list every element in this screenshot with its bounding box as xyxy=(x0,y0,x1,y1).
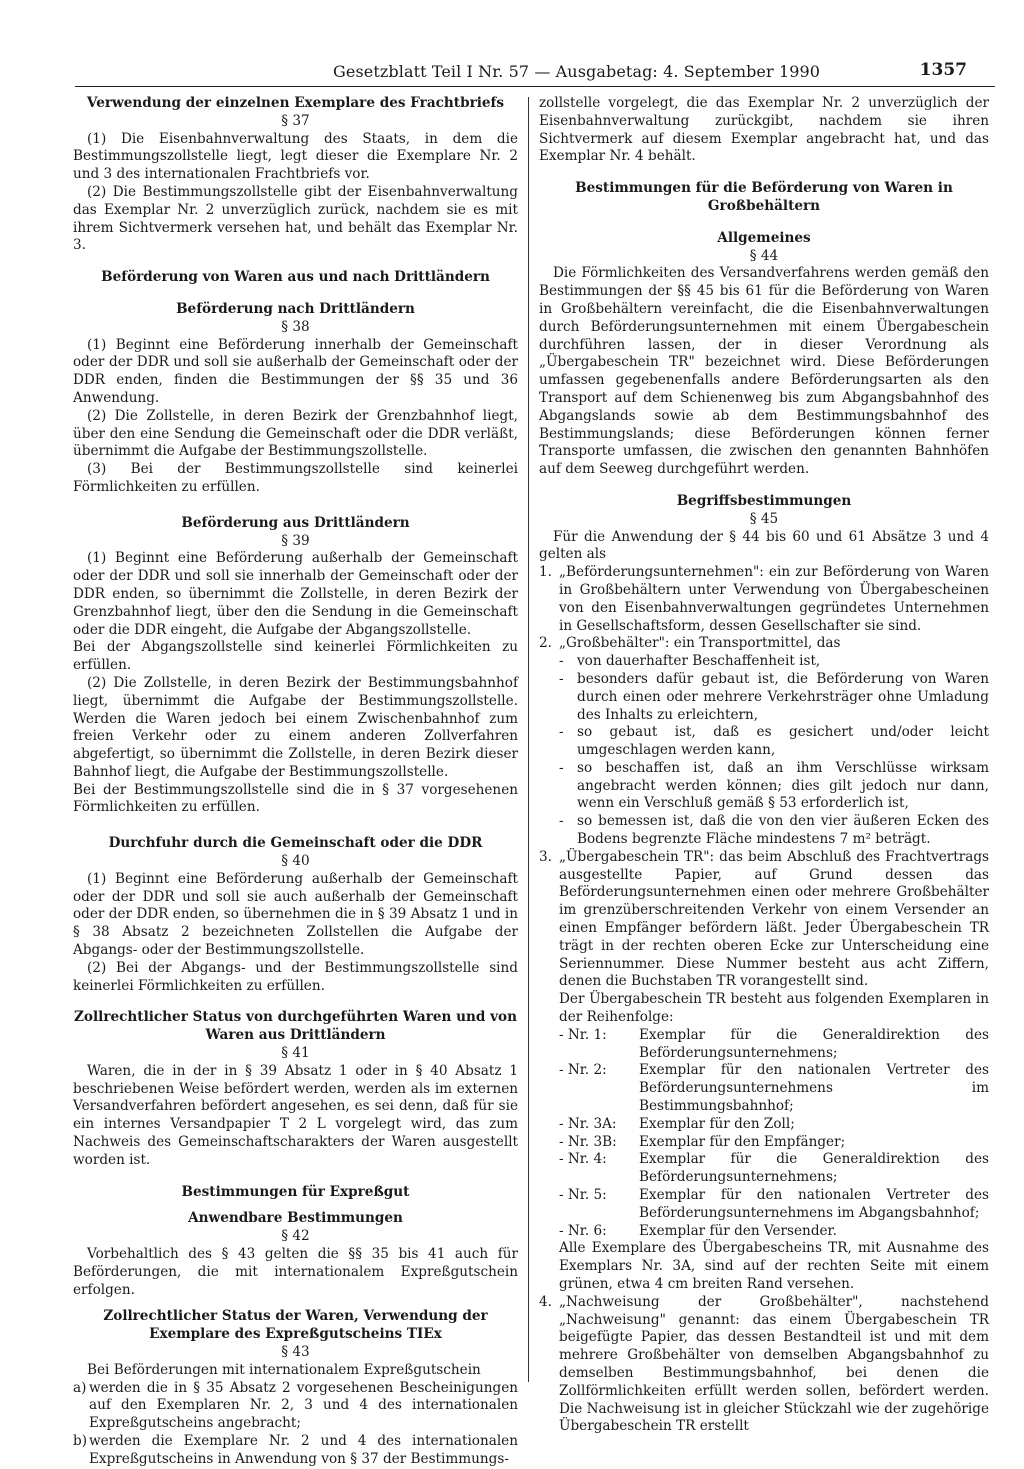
header-title: Gesetzblatt Teil I Nr. 57 — Ausgabetag: 4. September 1990 xyxy=(333,62,821,81)
para-38-1: (1) Beginnt eine Beförderung innerhalb der Gemeinschaft oder der DDR und soll sie außerhalb der Gemeinschaft oder der DDR enden, finden die Bestimmungen der §§ 35 und 36 Anwendung. xyxy=(73,336,518,406)
list-item xyxy=(539,635,989,653)
para-45: Für die Anwendung der § 44 bis 60 und 61 Absätze 3 und 4 gelten als xyxy=(539,528,989,563)
list-text: „Großbehälter": ein Transportmittel, das xyxy=(559,635,841,652)
list-text: so gebaut ist, daß es gesichert und/oder leicht umgeschlagen werden kann, xyxy=(577,724,989,759)
para-43-continued: zollstelle vorgelegt, die das Exemplar Nr. 2 unverzüglich der Eisenbahnverwaltung zurückgibt, nachdem sie ihren Sichtvermerk auf diesem Exemplar angebracht hat, und das Exemplar Nr. 4 behält. xyxy=(539,95,989,165)
list-text: Exemplar für den Zoll; xyxy=(639,1115,795,1132)
para-40-1: (1) Beginnt eine Beförderung außerhalb der Gemeinschaft oder der DDR und soll sie auch außerhalb der Gemeinschaft oder der DDR enden, so übernehmen die in § 39 Absatz 1 und in § 38 Absatz 2 bezeichneten Zollstellen die Aufgabe der Abgangs- oder der Bestimmungszollstelle. xyxy=(73,870,518,959)
list-text: besonders dafür gebaut ist, die Beförderung von Waren durch einen oder mehrere Verkehrsträger ohne Umladung des Inhalts zu erleichtern, xyxy=(577,670,989,723)
list-item xyxy=(539,1116,989,1134)
heading-expressgut: Bestimmungen für Expreßgut xyxy=(181,1183,410,1200)
para-42: Vorbehaltlich des § 43 gelten die §§ 35 bis 41 auch für Beförderungen, die mit internationalem Expreßgutschein erfolgen. xyxy=(73,1246,518,1298)
para-40-2: (2) Bei der Abgangs- und der Bestimmungszollstelle sind keinerlei Förmlichkeiten zu erfüllen. xyxy=(73,959,518,994)
list-item xyxy=(539,1223,989,1241)
para-38-2: (2) Die Zollstelle, in deren Bezirk der Grenzbahnhof liegt, über den eine Sendung die Gemeinschaft oder die DDR verläßt, übernimmt die Aufgabe der Bestimmungszollstelle. xyxy=(73,407,518,460)
list-item xyxy=(539,1187,989,1223)
list-item xyxy=(539,1151,989,1187)
para-37-1: (1) Die Eisenbahnverwaltung des Staats, in dem die Bestimmungszollstelle liegt, legt dieser die Exemplare Nr. 2 und 3 des internationalen Frachtbriefs vor. xyxy=(73,130,518,183)
list-text: so bemessen ist, daß die von den vier äußeren Ecken des Bodens begrenzte Fläche mindestens 7 m² beträgt. xyxy=(577,813,989,848)
para-41: Waren, die in der in § 39 Absatz 1 oder in § 40 Absatz 1 beschriebenen Weise befördert werden, werden als im externen Versandverfahren befördert angesehen, es sei denn, daß für sie ein internes Versandpapier T 2 L vorgelegt wird, das zum Nachweis des Gemeinschaftscharakters der Waren ausgestellt worden ist. xyxy=(73,1062,518,1168)
page-header xyxy=(75,60,995,90)
list-item xyxy=(539,760,989,813)
exemplar-label: - Nr. 2: xyxy=(559,1062,607,1079)
section-43: § 43 xyxy=(281,1344,310,1360)
list-text: werden die in § 35 Absatz 2 vorgesehenen Bescheinigungen auf den Exemplaren Nr. 2, 3 und 4 des internationalen Expreßgutscheins angebracht; xyxy=(89,1379,518,1432)
list-text: werden die Exemplare Nr. 2 und 4 des internationalen Expreßgutscheins in Anwendung von § 37 der Bestimmungs- xyxy=(89,1432,518,1467)
exemplar-label: - Nr. 3B: xyxy=(559,1133,617,1150)
section-42: § 42 xyxy=(281,1228,310,1245)
dash-label: - xyxy=(559,759,564,776)
para-37-2: (2) Die Bestimmungszollstelle gibt der Eisenbahnverwaltung das Exemplar Nr. 2 unverzüglich zurück, nachdem sie es mit ihrem Sichtvermerk versehen hat, und behält das Exemplar Nr. 3. xyxy=(73,183,518,254)
exemplar-label: - Nr. 4: xyxy=(559,1151,607,1168)
list-text-continued: Alle Exemplare des Übergabescheins TR, mit Ausnahme des Exemplars Nr. 3A, sind auf der rechten Seite mit einem grünen, etwa 4 cm breiten Rand versehen. xyxy=(559,1240,989,1292)
list-text: so beschaffen ist, daß an ihm Verschlüsse wirksam angebracht werden können; dies gilt jedoch nur dann, wenn ein Verschluß gemäß § 53 erforderlich ist, xyxy=(577,759,989,812)
list-text: von dauerhafter Beschaffenheit ist, xyxy=(577,653,821,670)
exemplar-label: - Nr. 6: xyxy=(559,1222,607,1239)
list-item xyxy=(539,653,989,671)
heading-44: Allgemeines xyxy=(717,229,811,246)
list-label: a) xyxy=(73,1379,87,1396)
heading-39: Beförderung aus Drittländern xyxy=(181,514,410,531)
para-43: Bei Beförderungen mit internationalem Expreßgutschein xyxy=(87,1361,481,1378)
column-divider xyxy=(528,97,529,1382)
heading-42: Anwendbare Bestimmungen xyxy=(188,1210,403,1227)
list-label: 1. xyxy=(539,564,552,581)
list-text: „Nachweisung der Großbehälter", nachstehend „Nachweisung" genannt: das einem Übergabeschein TR beigefügte Papier, das dessen Bestandteil ist und mit dem mehrere Großbehälter von demselben Abgangsbahnhof zu demselben Bestimmungsbahnhof, bei denen die Zollförmlichkeiten erfüllt werden sollen, befördert werden. Die Nachweisung ist in gleicher Stückzahl wie der zugehörige Übergabeschein TR erstellt xyxy=(559,1293,989,1435)
section-39: § 39 xyxy=(281,532,310,549)
header-rule xyxy=(75,86,995,87)
list-label: b) xyxy=(73,1432,88,1449)
list-item xyxy=(539,1134,989,1152)
list-text: Exemplar für den nationalen Vertreter des Beförderungsunternehmens im Abgangsbahnhof; xyxy=(639,1187,989,1221)
heading-41: Zollrechtlicher Status von durchgeführten Waren und von Waren aus Drittländern xyxy=(74,1009,517,1044)
list-item xyxy=(539,849,989,991)
heading-38: Beförderung nach Drittländern xyxy=(176,300,415,317)
heading-grossbehaelter: Bestimmungen für die Beförderung von Waren in Großbehältern xyxy=(575,180,953,214)
para-39-1b: Bei der Abgangszollstelle sind keinerlei Förmlichkeiten zu erfüllen. xyxy=(73,639,518,674)
para-39-2: (2) Die Zollstelle, in deren Bezirk der Bestimmungsbahnhof liegt, übernimmt die Aufgabe der Bestimmungszollstelle. Werden die Waren jedoch bei einem Zwischenbahnhof zum freien Verkehr oder zu einem anderen Zollverfahren abgefertigt, so übernimmt die Zollstelle, in deren Bezirk dieser Bahnhof liegt, die Aufgabe der Bestimmungszollstelle. xyxy=(73,674,518,780)
section-44: § 44 xyxy=(749,247,779,264)
section-45: § 45 xyxy=(749,510,779,527)
list-text: Exemplar für die Generaldirektion des Beförderungsunternehmens; xyxy=(639,1026,989,1061)
heading-37: Verwendung der einzelnen Exemplare des Frachtbriefs xyxy=(86,95,505,111)
list-item xyxy=(539,1294,989,1436)
heading-43: Zollrechtlicher Status der Waren, Verwendung der Exemplare des Expreßgutscheins TIEx xyxy=(103,1308,488,1343)
list-label: 2. xyxy=(539,635,552,652)
section-41: § 41 xyxy=(281,1045,310,1062)
list-item xyxy=(539,813,989,849)
para-39-1: (1) Beginnt eine Beförderung außerhalb der Gemeinschaft oder der DDR und soll sie innerhalb der Gemeinschaft oder der DDR enden, so übernimmt die Zollstelle, in deren Bezirk der Grenzbahnhof liegt, über den die Sendung in die Gemeinschaft oder die DDR eingeht, die Aufgabe der Abgangszollstelle. xyxy=(73,550,518,638)
section-40: § 40 xyxy=(281,853,310,870)
list-text: Exemplar für die Generaldirektion des Beförderungsunternehmens; xyxy=(639,1151,989,1186)
section-37: § 37 xyxy=(281,112,310,129)
list-text-continued: Der Übergabeschein TR besteht aus folgenden Exemplaren in der Reihenfolge: xyxy=(559,991,989,1026)
heading-40: Durchfuhr durch die Gemeinschaft oder die DDR xyxy=(108,835,483,852)
list-text: Exemplar für den nationalen Vertreter des Beförderungsunternehmens im Bestimmungsbahnhof; xyxy=(639,1062,989,1115)
para-39-2b: Bei der Bestimmungszollstelle sind die in § 37 vorgesehenen Förmlichkeiten zu erfüllen. xyxy=(73,781,518,816)
list-item xyxy=(539,724,989,760)
left-column xyxy=(73,95,518,1469)
exemplar-label: - Nr. 5: xyxy=(559,1187,607,1204)
list-text: „Übergabeschein TR": das beim Abschluß des Frachtvertrags ausgestellte Papier, auf Grund dessen das Beförderungsunternehmen einen oder mehrere Großbehälter im grenzüberschreitenden Verkehr von einem Versender an einen Empfänger befördern läßt. Jeder Übergabeschein TR trägt in der rechten oberen Ecke zur Unterscheidung eine Seriennummer. Diese Nummer besteht aus acht Ziffern, denen die Buchstaben TR vorangestellt sind. xyxy=(559,848,989,990)
list-label: 4. xyxy=(539,1293,552,1310)
dash-label: - xyxy=(559,653,564,670)
list-text: Exemplar für den Versender. xyxy=(639,1222,837,1239)
para-38-3: (3) Bei der Bestimmungszollstelle sind keinerlei Förmlichkeiten zu erfüllen. xyxy=(73,461,518,495)
list-item xyxy=(73,1433,518,1469)
dash-label: - xyxy=(559,724,564,741)
list-item xyxy=(539,671,989,724)
section-38: § 38 xyxy=(281,318,310,335)
dash-label: - xyxy=(559,670,564,687)
list-text: „Beförderungsunternehmen": ein zur Beförderung von Waren in Großbehältern unter Verwendung von Übergabescheinen von den Eisenbahnverwaltungen gegründetes Unternehmen in Gesellschaftsform, dessen Gesellschafter sie sind. xyxy=(559,564,989,634)
exemplar-label: - Nr. 1: xyxy=(559,1026,607,1043)
list-label: 3. xyxy=(539,848,552,865)
list-text: Exemplar für den Empfänger; xyxy=(639,1133,846,1150)
heading-45: Begriffsbestimmungen xyxy=(676,492,852,509)
page-number: 1357 xyxy=(919,60,967,80)
list-item xyxy=(539,1027,989,1063)
exemplar-label: - Nr. 3A: xyxy=(559,1115,617,1132)
list-item xyxy=(539,564,989,635)
para-44: Die Förmlichkeiten des Versandverfahrens werden gemäß den Bestimmungen der §§ 45 bis 61 für die Beförderung von Waren in Großbehältern vereinfacht, die die Eisenbahnverwaltungen durch Beförderungsunternehmen mit einem Übergabeschein durchführen lassen, der in dieser Verordnung als „Übergabeschein TR" bezeichnet wird. Diese Beförderungen umfassen gegebenenfalls andere Beförderungsarten als den Transport auf dem Schienenweg bis zum Abgangsbahnhof des Abgangslands sowie ab dem Bestimmungsbahnhof des Bestimmungslands; diese Beförderungen können ferner Transporte umfassen, die zwischen den genannten Bahnhöfen auf dem Seeweg durchgeführt werden. xyxy=(539,265,989,478)
right-column xyxy=(539,95,989,1436)
list-item xyxy=(73,1380,518,1433)
dash-label: - xyxy=(559,813,564,830)
heading-drittlaender: Beförderung von Waren aus und nach Drittländern xyxy=(101,269,490,286)
list-item xyxy=(539,1062,989,1115)
